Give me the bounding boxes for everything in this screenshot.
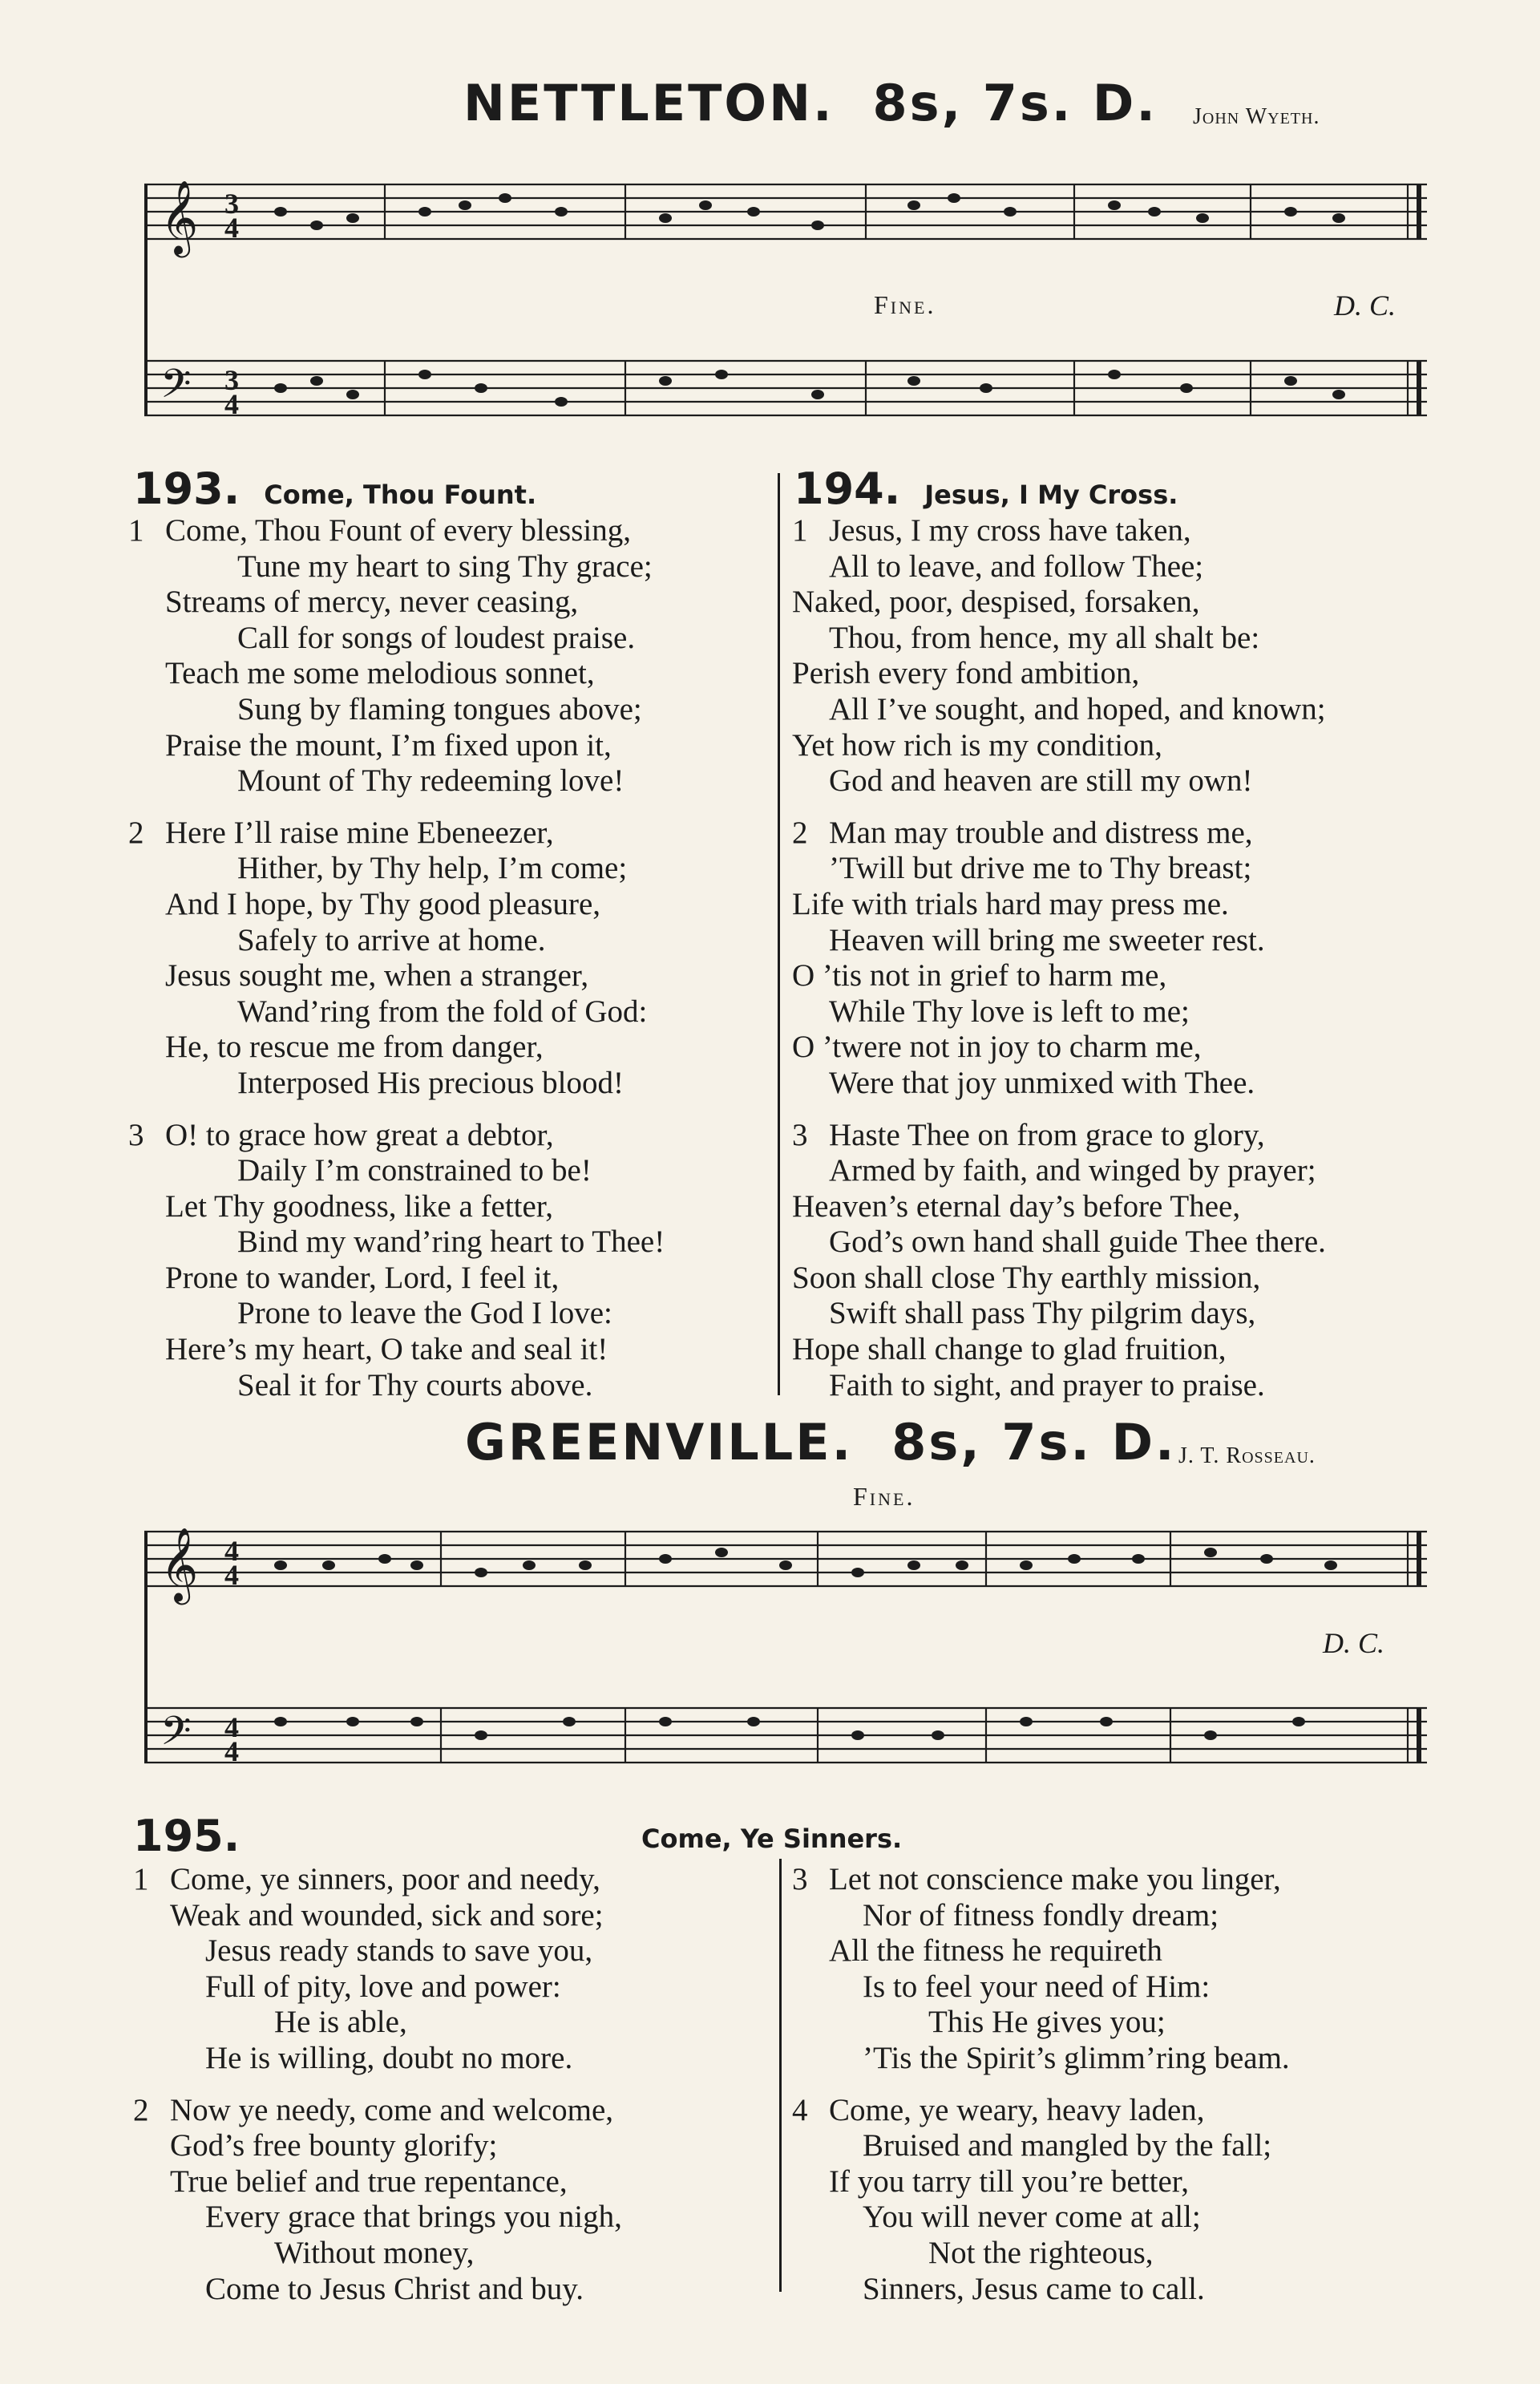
svg-text:3: 3 [224,364,239,396]
svg-text:𝄞: 𝄞 [160,1530,199,1601]
fine-marking: Fine. [853,1482,916,1511]
stanza: 1 Jesus, I my cross have taken, All to leave, and follow Thee; Naked, poor, despised, forsaken, Thou, from hence, my all shalt be: Perish every fond ambition, All I’ve sought, and hoped, and known; Yet how rich is my condition, God and heaven are still my own! [792,513,1326,799]
tune-title: NETTLETON. 8s, 7s. D. [463,74,1158,132]
stanza: 3 Let not conscience make you linger, Nor of fitness fondly dream; All the fitness he requireth Is to feel your need of Him: This He gives you; ’Tis the Spirit’s glimm’ring beam. [792,1862,1290,2075]
dc-marking: D. C. [1323,1627,1385,1659]
stanza: 2 Here I’ll raise mine Ebeneezer, Hither, by Thy help, I’m come; And I hope, by Thy good pleasure, Safely to arrive at home. Jesus sought me, when a stranger, Wand’ring from the fold of God: He, to rescue me from danger, Interposed His precious blood! [128,815,648,1100]
svg-text:3: 3 [224,188,239,220]
composer-credit: J. T. Rosseau. [1178,1443,1316,1468]
svg-text:4: 4 [224,388,239,420]
composer-credit: John Wyeth. [1193,104,1320,129]
hymn-title-195: Come, Ye Sinners. [641,1823,903,1854]
stanza: 1 Come, ye sinners, poor and needy, Weak and wounded, sick and sore; Jesus ready stands to save you, Full of pity, love and power: He is able, He is willing, doubt no more. [133,1862,604,2075]
stanza: 1 Come, Thou Fount of every blessing, Tune my heart to sing Thy grace; Streams of mercy, never ceasing, Call for songs of loudest praise. Teach me some melodious sonnet, Sung by flaming tongues above; Praise the mount, I’m fixed upon it, Mount of Thy redeeming love! [128,513,653,799]
music-score-nettleton [144,160,1443,465]
dc-marking: D. C. [1334,289,1397,322]
hymn-195-lyrics-right [792,1862,1514,2323]
stanza: 2 Now ye needy, come and welcome, God’s free bounty glorify; True belief and true repentance, Every grace that brings you nigh, Without money, Come to Jesus Christ and buy. [133,2092,622,2306]
svg-text:𝄢: 𝄢 [160,1710,192,1763]
hymn-193-lyrics [128,513,762,1419]
column-divider [779,1859,782,2292]
svg-text:𝄢: 𝄢 [160,362,192,415]
svg-text:4: 4 [224,1735,239,1767]
music-score-greenville [144,1508,1443,1812]
svg-text:4: 4 [224,1535,239,1567]
stanza: 3 Haste Thee on from grace to glory, Armed by faith, and winged by prayer; Heaven’s eternal day’s before Thee, God’s own hand shall guide Thee there. Soon shall close Thy earthly mission, Swift shall pass Thy pilgrim days, Hope shall change to glad fruition, Faith to sight, and prayer to praise. [792,1117,1326,1402]
svg-text:𝄞: 𝄞 [160,183,199,253]
tune-title: GREENVILLE. 8s, 7s. D. [465,1413,1177,1471]
svg-text:4: 4 [224,1559,239,1591]
svg-text:4: 4 [224,212,239,244]
svg-text:4: 4 [224,1711,239,1743]
hymn-195-lyrics-left [133,1862,766,2323]
column-divider [778,473,780,1395]
stanza: 3 O! to grace how great a debtor, Daily I’m constrained to be! Let Thy goodness, like a fetter, Bind my wand’ring heart to Thee! Prone to wander, Lord, I feel it, Prone to leave the God I love: Here’s my heart, O take and seal it! Seal it for Thy courts above. [128,1117,665,1402]
hymn-number-195: 195. [133,1811,240,1861]
stanza: 4 Come, ye weary, heavy laden, Bruised and mangled by the fall; If you tarry till you’re better, You will never come at all; Not the righteous, Sinners, Jesus came to call. [792,2092,1272,2306]
fine-marking: Fine. [874,290,936,319]
hymn-194-lyrics [792,513,1514,1419]
hymn-heading-194: 194. Jesus, I My Cross. [794,463,1178,514]
hymn-heading-193: 193. Come, Thou Fount. [133,463,537,514]
stanza: 2 Man may trouble and distress me, ’Twill but drive me to Thy breast; Life with trials hard may press me. Heaven will bring me sweeter rest. O ’tis not in grief to harm me, While Thy love is left to me; O ’twere not in joy to charm me, Were that joy unmixed with Thee. [792,815,1265,1100]
